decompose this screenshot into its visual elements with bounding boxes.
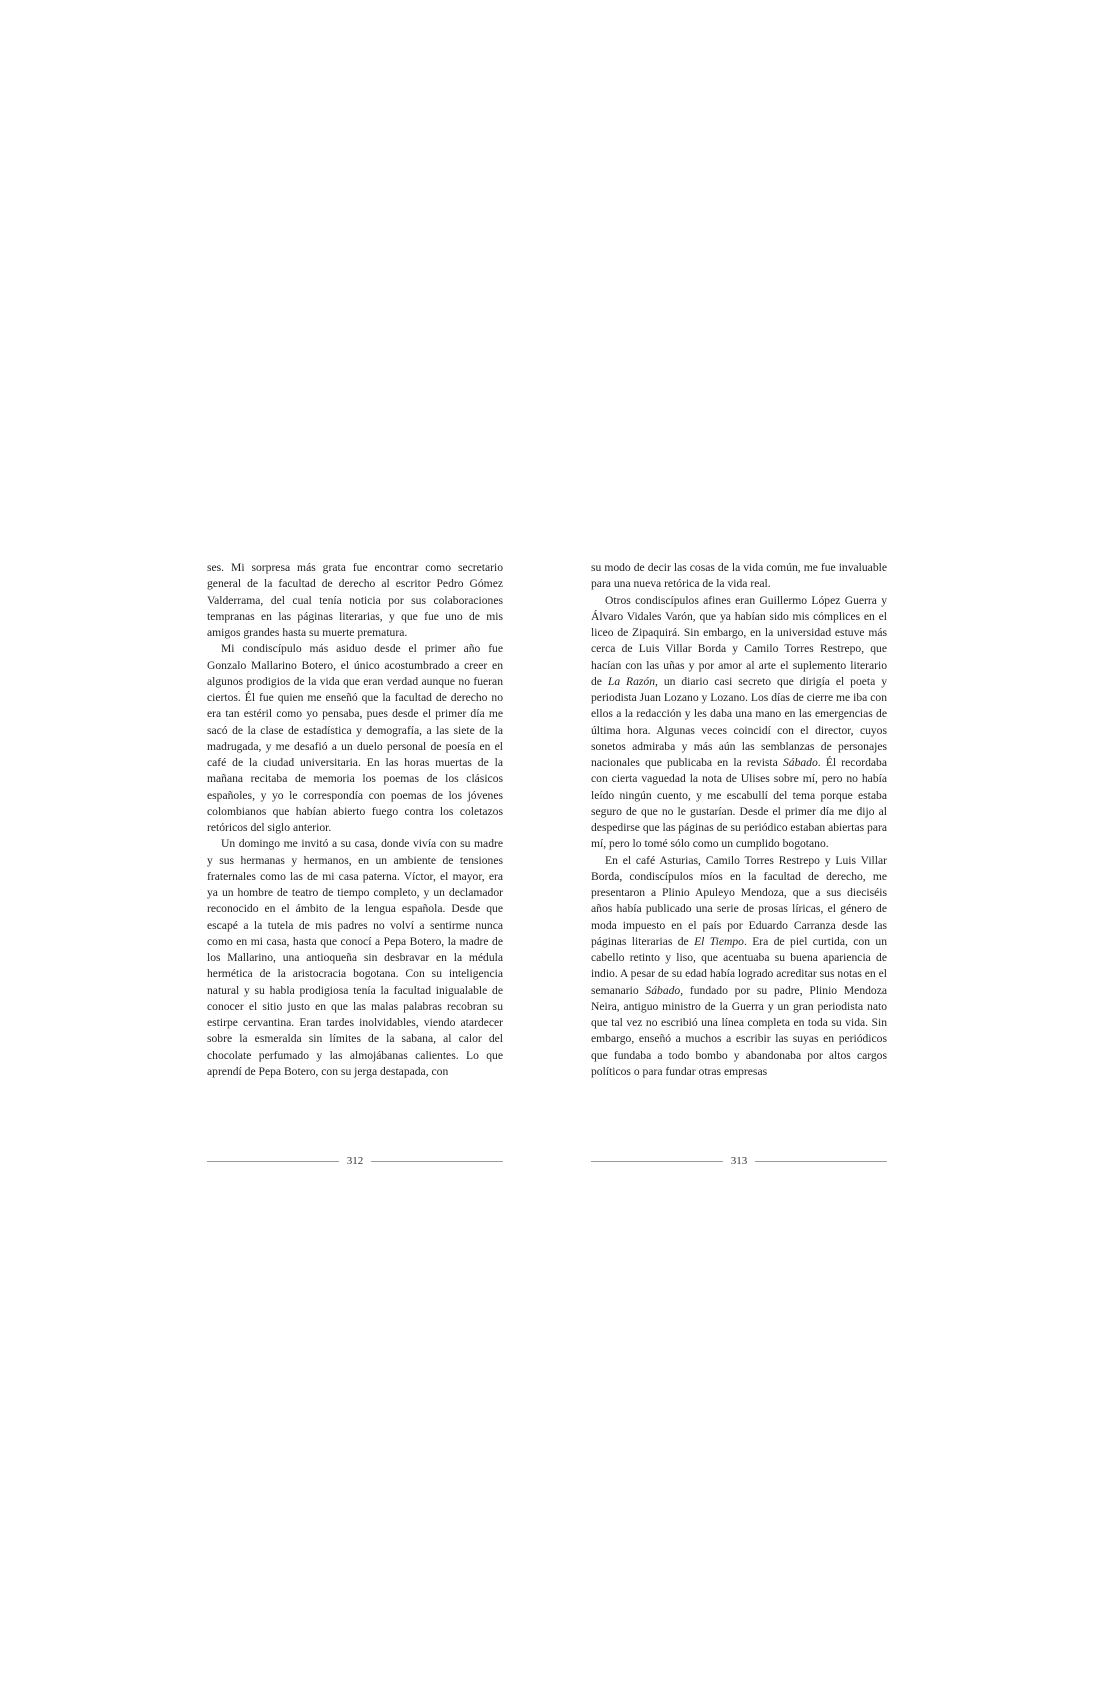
footer-rule-right: [371, 1161, 503, 1162]
right-page: [591, 560, 887, 1167]
text-run: su modo de decir las cosas de la vida común, me fue invaluable para una nueva retórica de la vida real.: [591, 561, 887, 591]
footer-rule-left: [591, 1161, 723, 1162]
italic-title: Sábado: [782, 756, 818, 769]
text-run: . Era de piel curtida, con un cabello retinto y liso, que acentuaba su buena apariencia de indio. A pesar de su edad había logrado acreditar sus notas en el semanario: [591, 934, 887, 997]
text-run: En el café Asturias, Camilo Torres Restrepo y Luis Villar Borda, condiscípulos míos en la facultad de derecho, me presentaron a Plinio Apuleyo Mendoza, que a sus dieciséis años había publicado una serie de prosas líricas, el género de moda impuesto en el país por Eduardo Carranza desde las páginas literarias de: [591, 853, 887, 948]
italic-title: Sábado: [645, 983, 681, 997]
text-run: Otros condiscípulos afines eran Guillermo López Guerra y Álvaro Vidales Varón, que ya habían sido mis cómplices en el liceo de Zipaquirá. Sin embargo, en la universidad estuve más cerca de Luis Villar Borda y Camilo Torres Restrepo, que hacían con las uñas y por amor al arte el suplemento literario de: [591, 593, 887, 688]
page-number: 313: [730, 1155, 748, 1167]
right-page-footer: [591, 1154, 887, 1168]
left-page-footer: [207, 1154, 503, 1168]
right-page-text: [591, 560, 887, 1143]
paragraph: [207, 560, 503, 641]
paragraph: [591, 593, 887, 853]
left-page-text: [207, 560, 503, 1143]
text-run: , un diario casi secreto que dirigía el poeta y periodista Juan Lozano y Lozano. Los días de cierre me iba con ellos a la redacción y les daba una mano en las emergencias de última hora. Algunas veces coincidí con el director, cuyos sonetos admiraba y más aún las semblanzas de personajes nacionales que publicaba en la revista: [591, 674, 887, 769]
paragraph: [591, 853, 887, 1081]
italic-title: La Razón: [607, 674, 656, 688]
footer-rule-right: [755, 1161, 887, 1162]
text-run: Mi condiscípulo más asiduo desde el primer año fue Gonzalo Mallarino Botero, el único acostumbrado a creer en algunos prodigios de la vida que eran verdad aunque no fueran ciertos. Él fue quien me enseñó que la facultad de derecho no era tan estéril como yo pensaba, pues desde el primer día me sacó de la clase de estadística y demografía, a las siete de la madrugada, y me desafió a un duelo personal de poesía en el café de la ciudad universitaria. En las horas muertas de la mañana recitaba de memoria los poemas de los clásicos españoles, y yo le correspondía con poemas de los jóvenes colombianos que habían abierto fuego contra los coletazos retóricos del siglo anterior.: [207, 642, 503, 834]
paragraph: [207, 641, 503, 836]
page-number: 312: [346, 1155, 364, 1167]
paragraph: [207, 836, 503, 1080]
paragraph: [591, 560, 887, 593]
text-run: , fundado por su padre, Plinio Mendoza Neira, antiguo ministro de la Guerra y un gran periodista nato que tal vez no escribió una línea completa en toda su vida. Sin embargo, enseñó a muchos a escribir las suyas en periódicos que fundaba a todo bombo y abandonaba por altos cargos políticos o para fundar otras empresas: [591, 983, 887, 1078]
left-page: [207, 560, 503, 1167]
italic-title: El Tiempo: [694, 934, 744, 948]
text-run: ses. Mi sorpresa más grata fue encontrar como secretario general de la facultad de derecho al escritor Pedro Gómez Valderrama, del cual tenía noticia por sus colaboraciones tempranas en las páginas literarias, y que fue uno de mis amigos grandes hasta su muerte prematura.: [207, 561, 503, 639]
text-run: Un domingo me invitó a su casa, donde vivía con su madre y sus hermanas y hermanos, en un ambiente de tensiones fraternales como las de mi casa paterna. Víctor, el mayor, era ya un hombre de teatro de tiempo completo, y un declamador reconocido en el ámbito de la lengua española. Desde que escapé a la tutela de mis padres no volví a sentirme nunca como en mi casa, hasta que conocí a Pepa Botero, la madre de los Mallarino, una antioqueña sin desbravar en la médula hermética de la aristocracia bogotana. Con su inteligencia natural y su habla prodigiosa tenía la facultad inigualable de conocer el sitio justo en que las malas palabras recobran su estirpe cervantina. Eran tardes inolvidables, viendo atardecer sobre la esmeralda sin límites de la sabana, al calor del chocolate perfumado y las almojábanas calientes. Lo que aprendí de Pepa Botero, con su jerga destapada, con: [207, 837, 503, 1078]
footer-rule-left: [207, 1161, 339, 1162]
text-run: . Él recordaba con cierta vaguedad la nota de Ulises sobre mí, pero no había leído ningún cuento, y me escabullí del tema porque estaba seguro de que no le gustarían. Desde el primer día me dijo al despedirse que las páginas de su periódico estaban abiertas para mí, pero lo tomé sólo como un cumplido bogotano.: [591, 756, 887, 851]
